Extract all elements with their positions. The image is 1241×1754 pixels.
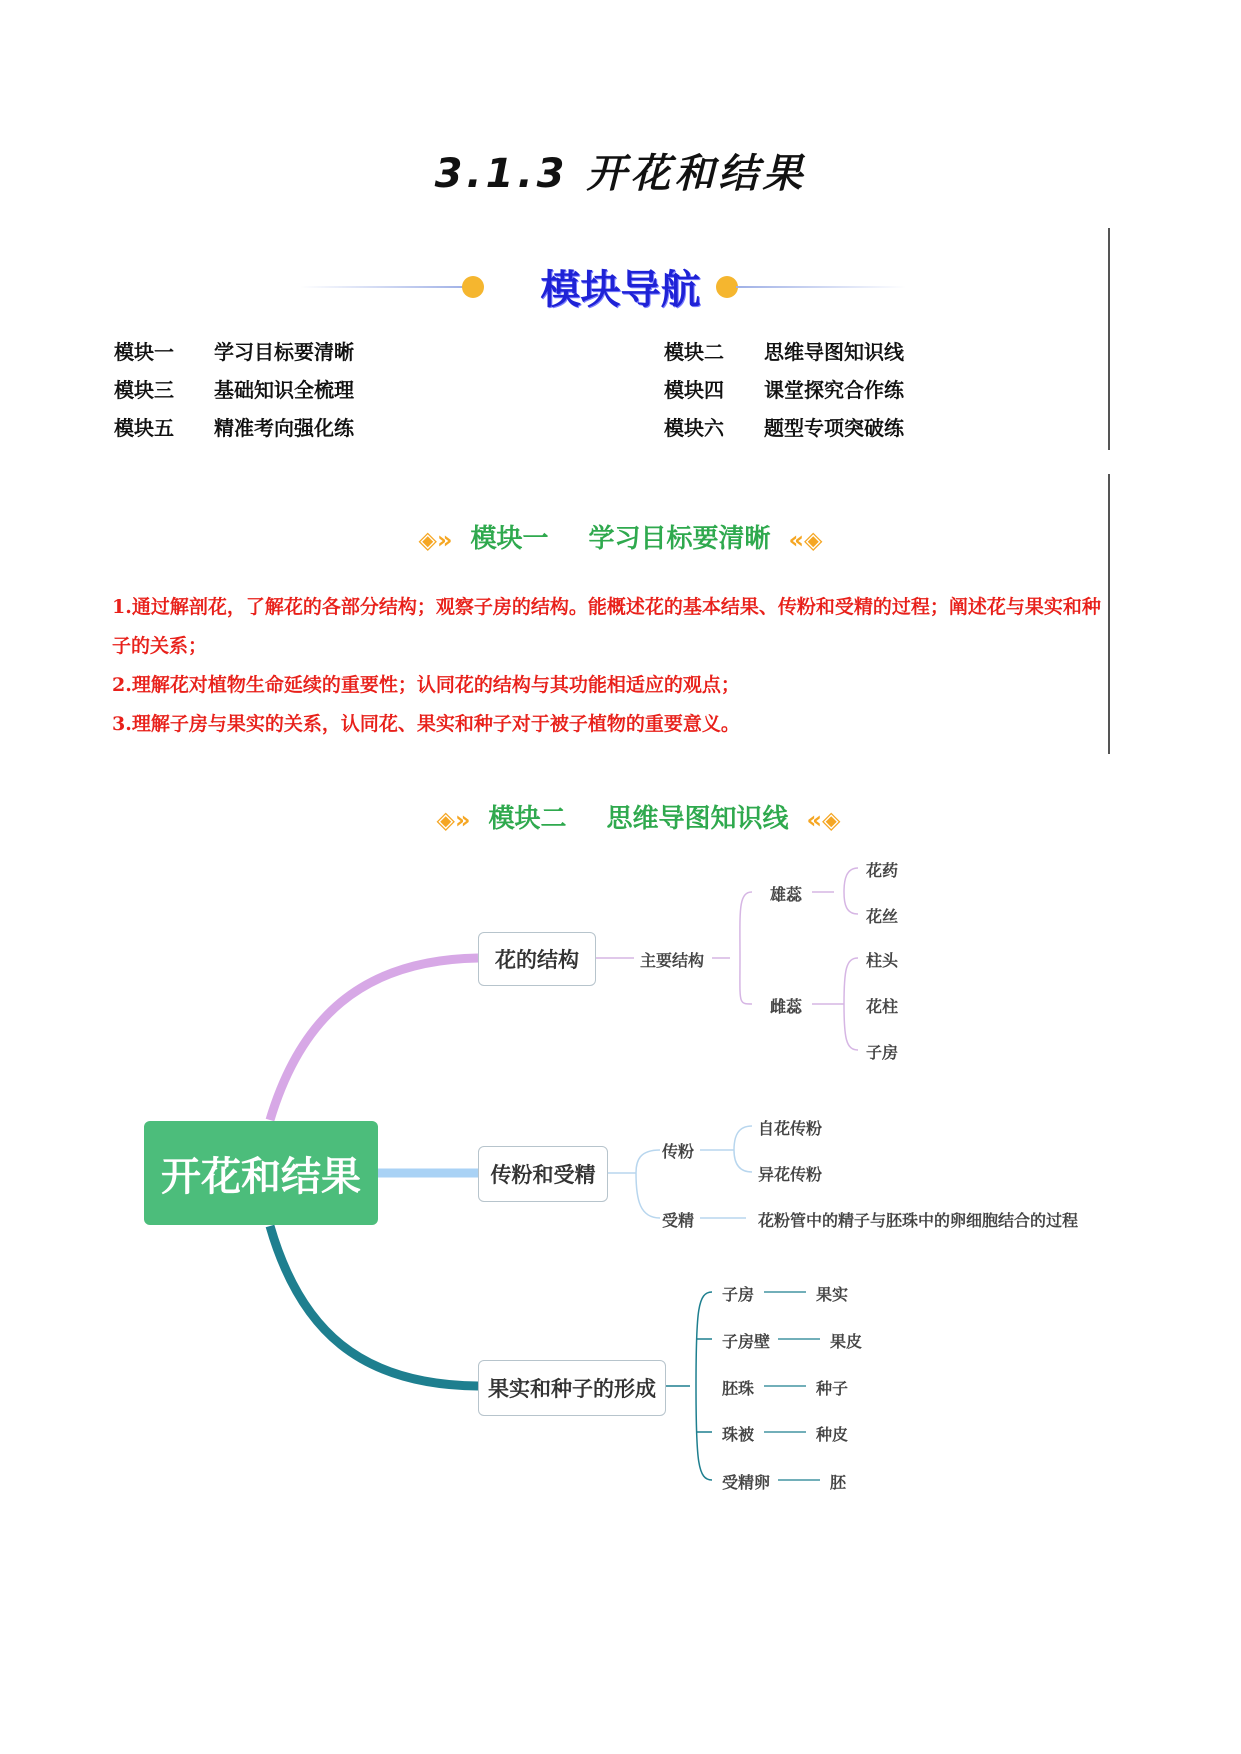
diamond-right-icon: ◈» <box>436 805 471 834</box>
nav-heading: 模块导航 <box>540 267 701 313</box>
section2-heading: ◈» 模块二 思维导图知识线 «◈ <box>436 804 841 834</box>
stamen-label: 雄蕊 <box>770 885 803 904</box>
pair-to-2: 果皮 <box>830 1332 863 1351</box>
mindmap-root: 开花和结果 <box>144 1121 378 1225</box>
branch2-box: 传粉和受精 <box>478 1146 608 1202</box>
pair-from-1: 子房 <box>722 1285 755 1304</box>
pair-to-4: 种皮 <box>816 1425 849 1444</box>
nav-item-4[interactable]: 模块四 课堂探究合作练 <box>664 378 904 402</box>
pistil-bracket <box>844 958 858 1050</box>
stamen-bracket <box>844 868 858 914</box>
pistil-label: 雌蕊 <box>770 997 803 1016</box>
goal-1: 1.通过解剖花，了解花的各部分结构；观察子房的结构。能概述花的基本结果、传粉和受精的过程；阐述花与果实和种子的关系； <box>112 596 1101 657</box>
pair-from-5: 受精卵 <box>722 1473 771 1492</box>
nav-item-6[interactable]: 模块六 题型专项突破练 <box>664 416 904 440</box>
pistil-part-2: 花柱 <box>866 997 899 1016</box>
b3-bracket <box>696 1292 712 1480</box>
b2-bracket <box>636 1150 660 1218</box>
branch1-box: 花的结构 <box>478 932 596 986</box>
diamond-left-icon: «◈ <box>788 525 823 554</box>
goal-2: 2.理解花对植物生命延续的重要性；认同花的结构与其功能相适应的观点； <box>112 674 740 696</box>
diamond-left-icon: «◈ <box>806 805 841 834</box>
nav-item-3[interactable]: 模块三 基础知识全梳理 <box>114 378 354 402</box>
nav-item-5[interactable]: 模块五 精准考向强化练 <box>114 416 354 440</box>
stamen-part-1: 花药 <box>866 861 899 880</box>
sub-bracket <box>740 892 752 1004</box>
pistil-part-1: 柱头 <box>866 951 899 970</box>
pair-to-1: 果实 <box>816 1285 849 1304</box>
fertilization-desc: 花粉管中的精子与胚珠中的卵细胞结合的过程 <box>758 1211 1079 1230</box>
pollination-label: 传粉 <box>662 1142 695 1161</box>
pair-from-4: 珠被 <box>722 1425 755 1444</box>
pair-from-3: 胚珠 <box>722 1379 755 1398</box>
pair-to-5: 胚 <box>830 1473 847 1492</box>
branch1-curve <box>270 958 478 1120</box>
pollination-bracket <box>734 1126 752 1172</box>
pollination-type-2: 异花传粉 <box>758 1165 823 1184</box>
nav-item-1[interactable]: 模块一 学习目标要清晰 <box>114 340 354 364</box>
pollination-type-1: 自花传粉 <box>758 1119 823 1138</box>
nav-item-2[interactable]: 模块二 思维导图知识线 <box>664 340 904 364</box>
page-title: 3.1.3 开花和结果 <box>434 151 807 197</box>
pair-from-2: 子房壁 <box>722 1332 771 1351</box>
fertilization-label: 受精 <box>662 1211 695 1230</box>
pistil-part-3: 子房 <box>866 1043 899 1062</box>
goal-3: 3.理解子房与果实的关系，认同花、果实和种子对于被子植物的重要意义。 <box>112 713 740 735</box>
main-structure-label: 主要结构 <box>640 951 705 970</box>
branch3-box: 果实和种子的形成 <box>478 1360 666 1416</box>
branch3-curve <box>270 1226 478 1386</box>
stamen-part-2: 花丝 <box>866 907 899 926</box>
pair-to-3: 种子 <box>816 1379 849 1398</box>
section1-heading: ◈» 模块一 学习目标要清晰 «◈ <box>418 524 823 554</box>
diamond-right-icon: ◈» <box>418 525 453 554</box>
